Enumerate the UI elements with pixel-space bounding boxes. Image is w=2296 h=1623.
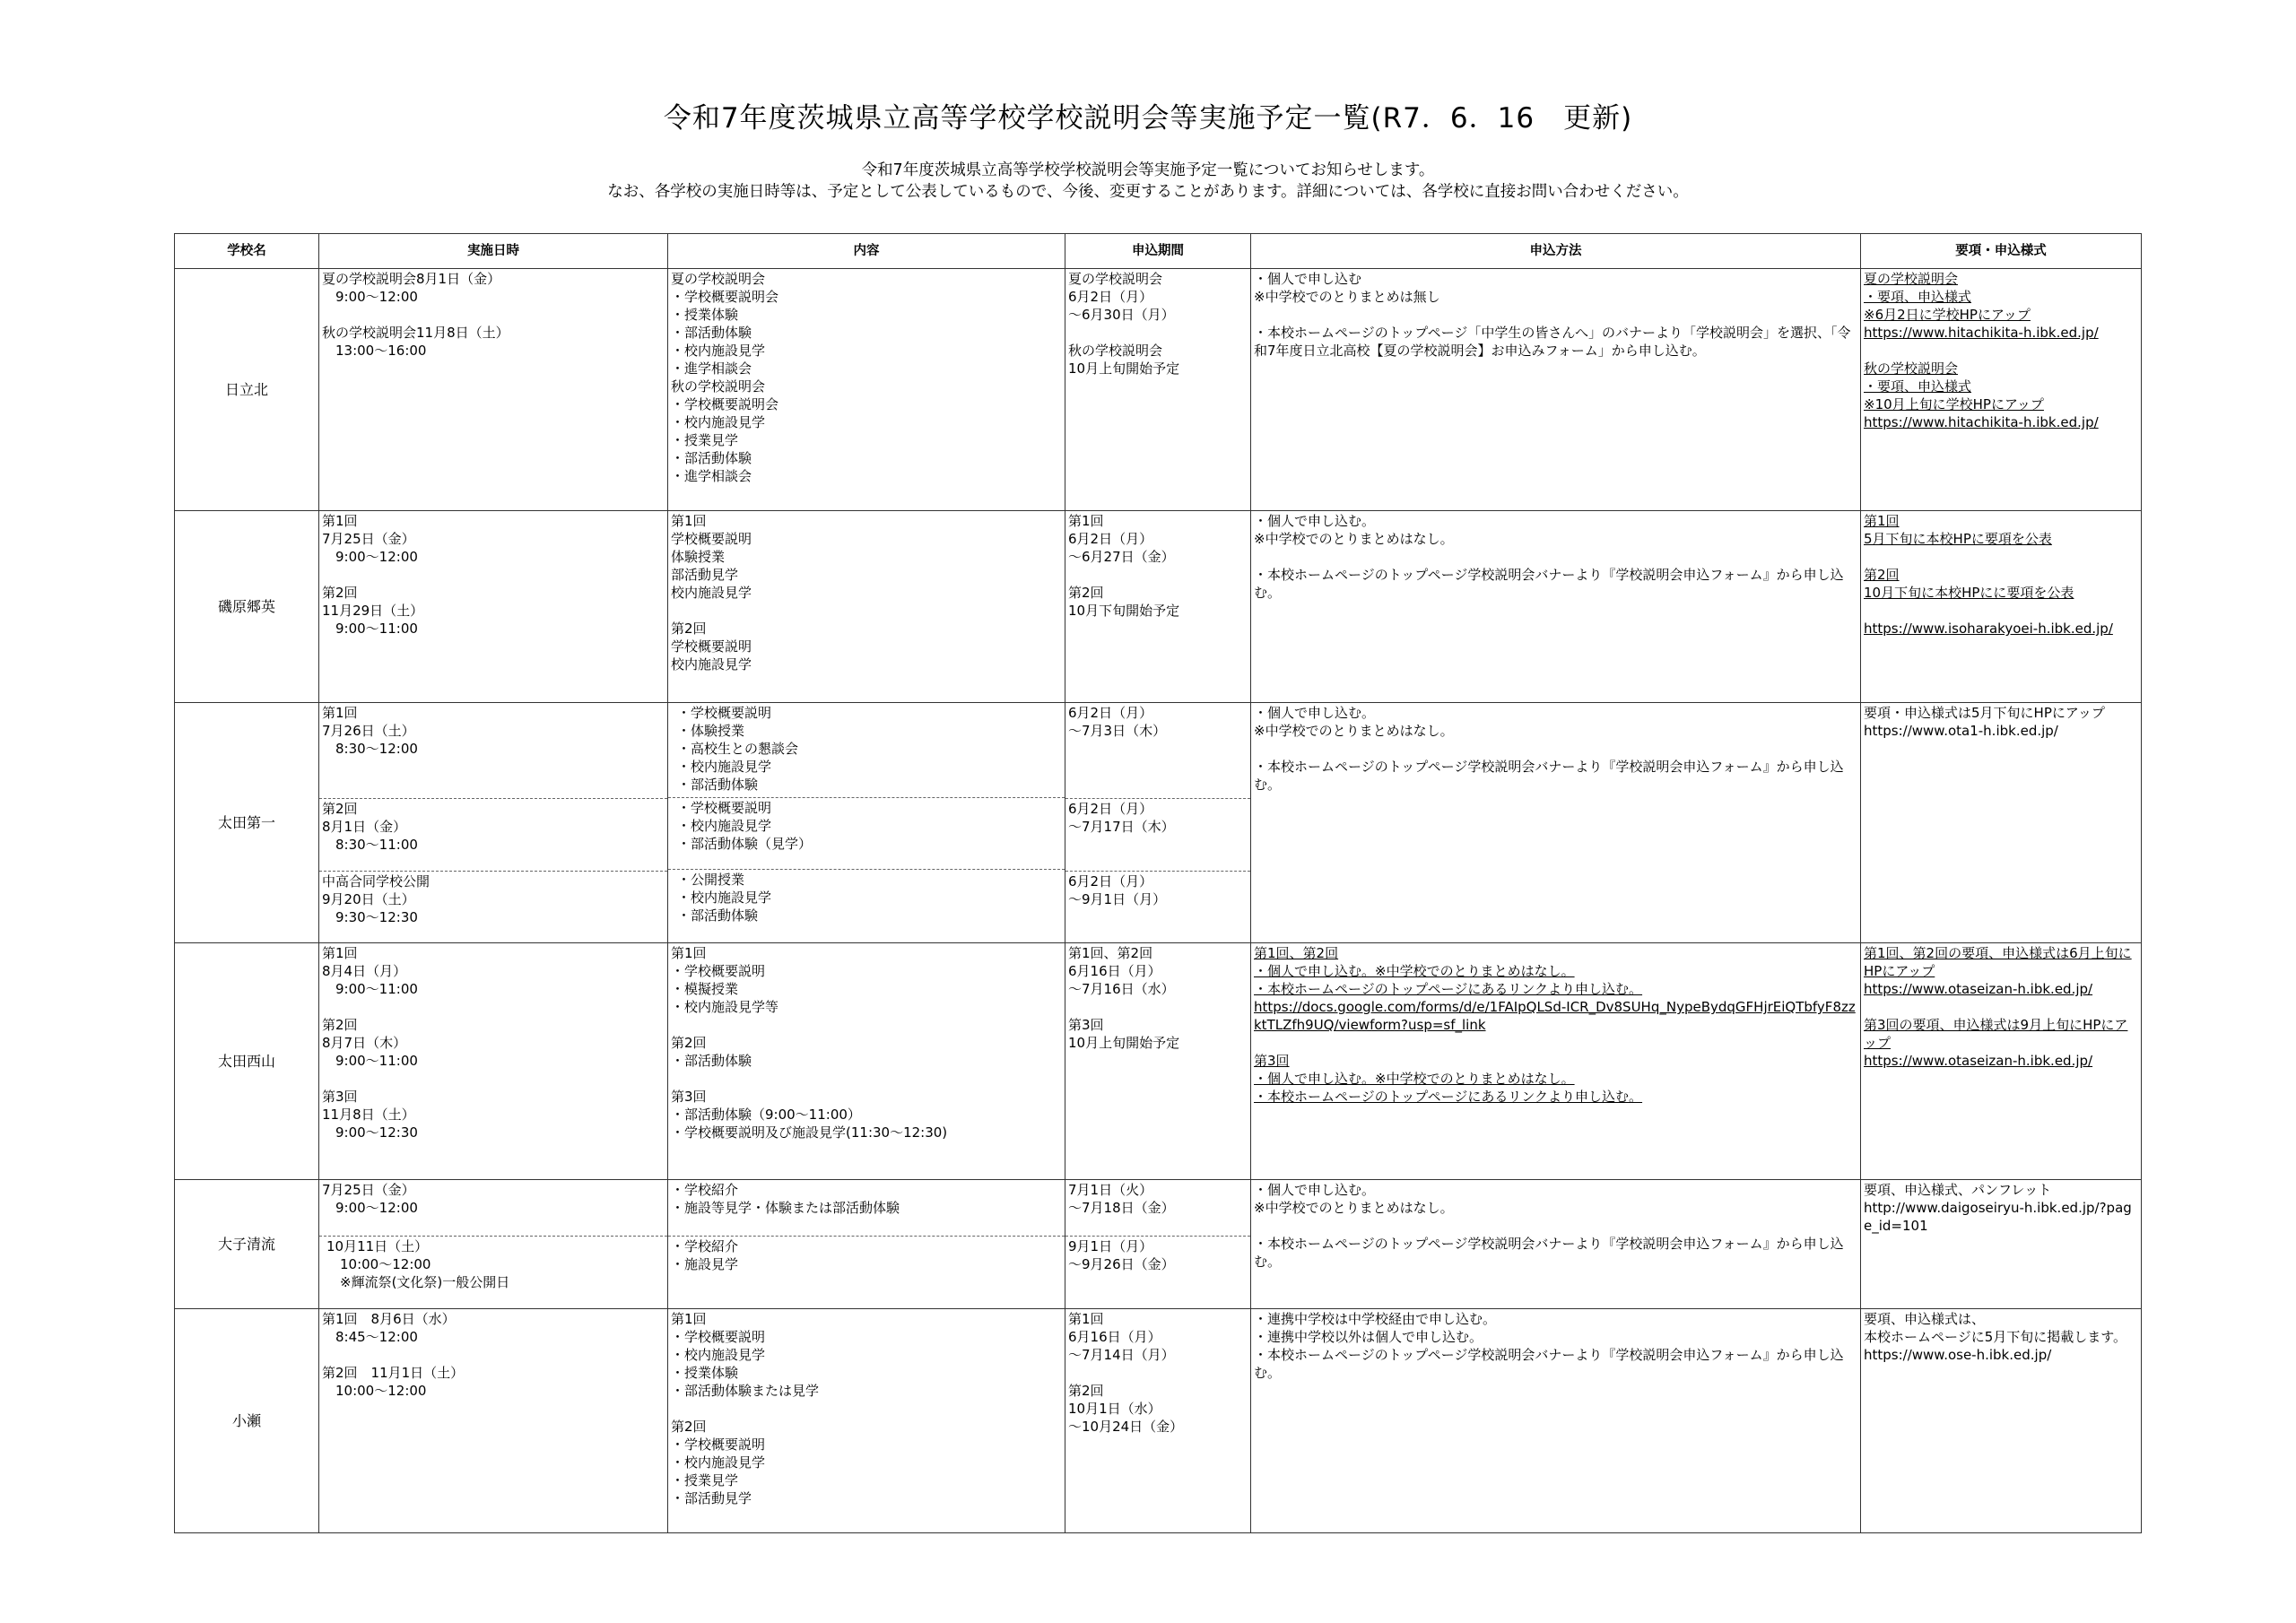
guideline-cell[interactable]: 第1回 5月下旬に本校HPに要項を公表 第2回 10月下旬に本校HPにに要項を公表 https://www.isoharakyoei-h.ibk.ed.jp/ [1864, 513, 2113, 637]
content-session-2: ・学校紹介 ・施設見学 [671, 1238, 739, 1272]
datetime-session-2: 第2回 8月1日（金） 8:30～11:00 [319, 799, 667, 872]
datetime-session-1: 7月25日（金） 9:00～12:00 [319, 1180, 667, 1237]
datetime-cell: 第1回 8月6日（水） 8:45～12:00 第2回 11月1日（土） 10:00～12:00 [322, 1311, 465, 1399]
school-name: 太田第一 [175, 703, 319, 943]
guideline-cell[interactable]: 要項、申込様式、パンフレット http://www.daigoseiryu-h.ibk.ed.jp/?page_id=101 [1864, 1182, 2132, 1234]
content-session-3: ・公開授業 ・校内施設見学 ・部活動体験 [677, 872, 772, 924]
method-cell[interactable]: 第1回、第2回 ・個人で申し込む。※中学校でのとりまとめはなし。 ・本校ホームページのトップページにあるリンクより申し込む。 https://docs.google.com/forms/d/e/1FAIpQLSd-ICR_Dv8SUHq_NypeBydqGFHjrEiQTbfyF8zzktTLZfh9UQ/viewform?usp=sf_link 第3回 ・個人で申し込む。※中学校でのとりまとめはなし。 ・本校ホームページのトップページにあるリンクより申し込む。 [1254, 945, 1856, 1105]
content-session-2: ・学校概要説明 ・校内施設見学 ・部活動体験（見学） [668, 798, 1065, 870]
school-row-otaseizan [175, 943, 2142, 1180]
period-session-1: 7月1日（火） ～7月18日（金） [1065, 1180, 1250, 1237]
period-session-1: 6月2日（月） ～7月3日（木） [1065, 703, 1250, 799]
school-row-hitachikita [175, 269, 2142, 511]
period-cell: 夏の学校説明会 6月2日（月） ～6月30日（月） 秋の学校説明会 10月上旬開始予定 [1068, 271, 1180, 377]
content-cell: 夏の学校説明会 ・学校概要説明会 ・授業体験 ・部活動体験 ・校内施設見学 ・進学相談会 秋の学校説明会 ・学校概要説明会 ・校内施設見学 ・授業見学 ・部活動体験 ・進学相談会 [671, 271, 779, 484]
datetime-cell: 夏の学校説明会8月1日（金） 9:00～12:00 秋の学校説明会11月8日（土） 13:00～16:00 [322, 271, 509, 359]
header-row [175, 234, 2142, 269]
datetime-cell: 第1回 8月4日（月） 9:00～11:00 第2回 8月7日（木） 9:00～11:00 第3回 11月8日（土） 9:00～12:30 [322, 945, 418, 1141]
period-session-3: 6月2日（月） ～9月1日（月） [1068, 873, 1167, 907]
guideline-cell[interactable]: 要項、申込様式は、 本校ホームページに5月下旬に掲載します。 https://www.ose-h.ibk.ed.jp/ [1864, 1311, 2127, 1363]
intro-line-1: 令和7年度茨城県立高等学校学校説明会等実施予定一覧についてお知らせします。 [861, 161, 1435, 179]
school-row-ota1 [175, 703, 2142, 943]
header-school: 学校名 [175, 234, 319, 269]
header-datetime: 実施日時 [319, 234, 668, 269]
period-cell: 第1回、第2回 6月16日（月） ～7月16日（水） 第3回 10月上旬開始予定 [1068, 945, 1180, 1051]
intro-text [0, 160, 2296, 203]
method-cell: ・個人で申し込む。 ※中学校でのとりまとめはなし。 ・本校ホームページのトップページ学校説明会バナーより『学校説明会申込フォーム』から申し込む。 [1254, 705, 1844, 793]
period-session-2: 9月1日（月） ～9月26日（金） [1068, 1238, 1175, 1272]
school-name: 磯原郷英 [175, 511, 319, 703]
header-period: 申込期間 [1065, 234, 1251, 269]
guideline-cell[interactable]: 夏の学校説明会 ・要項、申込様式 ※6月2日に学校HPにアップ https://www.hitachikita-h.ibk.ed.jp/ 秋の学校説明会 ・要項、申込様式 ※10月上旬に学校HPにアップ https://www.hitachikita-h.ibk.ed.jp/ [1864, 271, 2099, 430]
school-name: 太田西山 [175, 943, 319, 1180]
schedule-table [174, 233, 2142, 1533]
intro-line-2: なお、各学校の実施日時等は、予定として公表しているもので、今後、変更することがあります。詳細については、各学校に直接お問い合わせください。 [607, 183, 1689, 201]
method-cell: ・個人で申し込む。 ※中学校でのとりまとめはなし。 ・本校ホームページのトップページ学校説明会バナーより『学校説明会申込フォーム』から申し込む。 [1254, 513, 1844, 601]
content-cell: 第1回 学校概要説明 体験授業 部活動見学 校内施設見学 第2回 学校概要説明 校内施設見学 [671, 513, 752, 673]
content-cell: 第1回 ・学校概要説明 ・校内施設見学 ・授業体験 ・部活動体験または見学 第2回 ・学校概要説明 ・校内施設見学 ・授業見学 ・部活動見学 [671, 1311, 820, 1506]
header-guideline: 要項・申込様式 [1861, 234, 2142, 269]
period-session-2: 6月2日（月） ～7月17日（木） [1065, 799, 1250, 872]
period-cell: 第1回 6月2日（月） ～6月27日（金） 第2回 10月下旬開始予定 [1068, 513, 1180, 619]
datetime-session-3: 中高合同学校公開 9月20日（土） 9:30～12:30 [322, 873, 430, 925]
method-cell: ・個人で申し込む。 ※中学校でのとりまとめはなし。 ・本校ホームページのトップページ学校説明会バナーより『学校説明会申込フォーム』から申し込む。 [1254, 1182, 1844, 1270]
content-session-1: ・学校紹介 ・施設等見学・体験または部活動体験 [668, 1180, 1065, 1237]
school-name: 小瀬 [175, 1309, 319, 1533]
school-name: 大子清流 [175, 1180, 319, 1309]
school-row-ose [175, 1309, 2142, 1533]
guideline-cell[interactable]: 要項・申込様式は5月下旬にHPにアップ https://www.ota1-h.ibk.ed.jp/ [1864, 705, 2105, 739]
guideline-cell[interactable]: 第1回、第2回の要項、申込様式は6月上旬にHPにアップ https://www.otaseizan-h.ibk.ed.jp/ 第3回の要項、申込様式は9月上旬にHPにアップ https://www.otaseizan-h.ibk.ed.jp/ [1864, 945, 2132, 1069]
datetime-session-2: 10月11日（土） 10:00～12:00 ※輝流祭(文化祭)一般公開日 [326, 1238, 510, 1290]
header-content: 内容 [668, 234, 1065, 269]
method-cell: ・個人で申し込む ※中学校でのとりまとめは無し ・本校ホームページのトップページ「中学生の皆さんへ」のバナーより「学校説明会」を選択、「令和7年度日立北高校【夏の学校説明会】お申込みフォーム」から申し込む。 [1254, 271, 1851, 359]
page-title: 令和7年度茨城県立高等学校学校説明会等実施予定一覧(R7．6．16 更新) [663, 102, 1633, 135]
datetime-cell: 第1回 7月25日（金） 9:00～12:00 第2回 11月29日（土） 9:00～11:00 [322, 513, 424, 637]
school-row-isoharakyoei [175, 511, 2142, 703]
header-method: 申込方法 [1251, 234, 1861, 269]
datetime-session-1: 第1回 7月26日（土） 8:30～12:00 [319, 703, 667, 799]
content-session-1: ・学校概要説明 ・体験授業 ・高校生との懇談会 ・校内施設見学 ・部活動体験 [668, 703, 1065, 798]
school-row-daigoseiryu [175, 1180, 2142, 1309]
school-name: 日立北 [175, 269, 319, 511]
method-cell: ・連携中学校は中学校経由で申し込む。 ・連携中学校以外は個人で申し込む。 ・本校ホームページのトップページ学校説明会バナーより『学校説明会申込フォーム』から申し込む。 [1254, 1311, 1844, 1381]
period-cell: 第1回 6月16日（月） ～7月14日（月） 第2回 10月1日（水） ～10月24日（金） [1068, 1311, 1184, 1435]
content-cell: 第1回 ・学校概要説明 ・模擬授業 ・校内施設見学等 第2回 ・部活動体験 第3回 ・部活動体験（9:00～11:00） ・学校概要説明及び施設見学(11:30～12:30) [671, 945, 948, 1141]
